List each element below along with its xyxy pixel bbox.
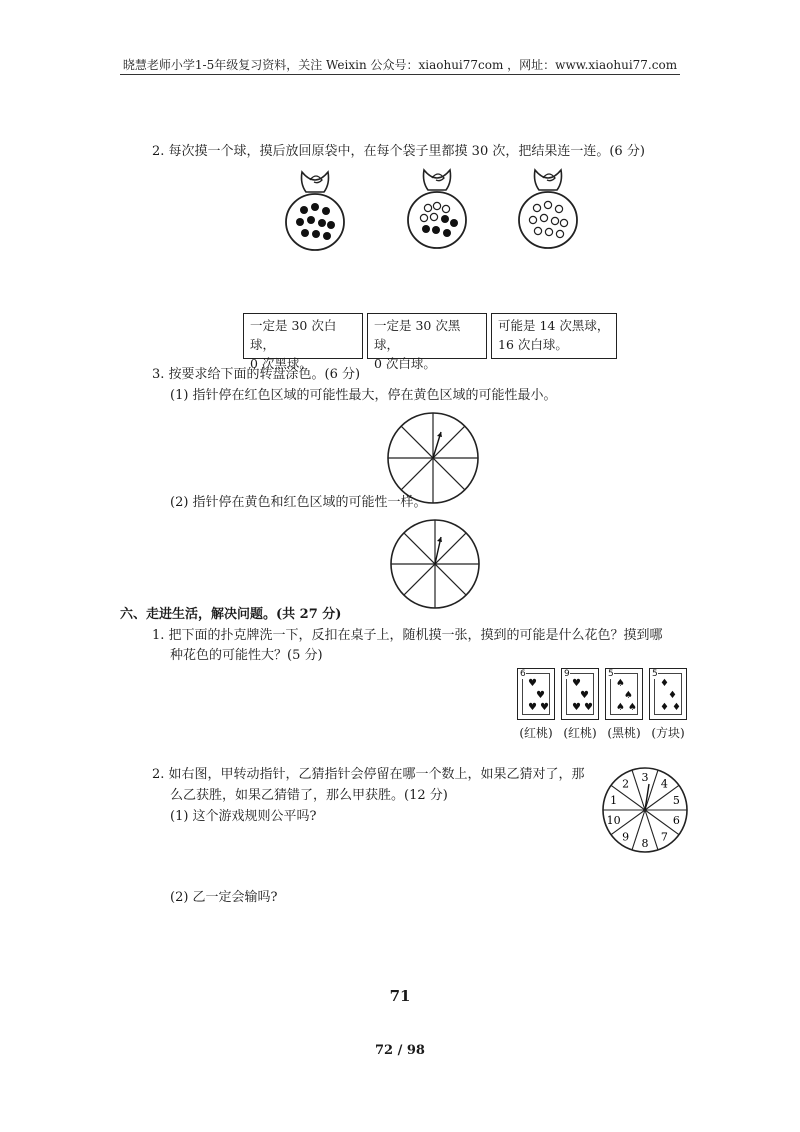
playing-card — [517, 668, 555, 720]
page-header: 晓慧老师小学1-5年级复习资料，关注 Weixin 公众号：xiaohui77com ，网址：www.xiaohui77.com — [122, 58, 678, 72]
option-box-white[interactable] — [243, 313, 363, 371]
card-suit-label: (黑桃) — [607, 726, 641, 740]
wheel-number: 8 — [641, 837, 649, 850]
card-suit-pip: ♦ — [660, 702, 669, 713]
bag-mixed — [402, 168, 472, 250]
question-2-text: 2. 每次摸一个球，摸后放回原袋中，在每个袋子里都摸 30 次，把结果连一连。(6 分) — [152, 144, 645, 159]
option-box-black[interactable] — [367, 313, 487, 371]
wheel-number: 10 — [606, 814, 621, 828]
card-suit-pip: ♥ — [528, 702, 537, 713]
wheel-number: 2 — [622, 777, 630, 791]
number-wheel[interactable] — [600, 765, 690, 855]
card-suit-pip: ♠ — [624, 690, 633, 701]
wheel-number: 9 — [622, 830, 630, 844]
card-rank: 9 — [564, 669, 570, 679]
section-6-q1-line-2: 种花色的可能性大？(5 分) — [170, 648, 323, 663]
card-suit-pip: ♠ — [616, 678, 625, 689]
spinner-2[interactable] — [388, 517, 482, 611]
playing-card — [649, 668, 687, 720]
card-rank: 6 — [520, 669, 526, 679]
section-6-q1-line-1: 1. 把下面的扑克牌洗一下，反扣在桌子上，随机摸一张，摸到的可能是什么花色？摸到哪 — [152, 628, 663, 643]
page-count: 72 / 98 — [375, 1043, 425, 1058]
card-suit-pip: ♦ — [660, 678, 669, 689]
section-6-q2-line-1: 2. 如右图，甲转动指针，乙猜指针会停留在哪一个数上，如果乙猜对了，那 — [152, 767, 585, 782]
header-divider — [120, 74, 680, 75]
playing-card — [605, 668, 643, 720]
wheel-pointer — [645, 784, 649, 810]
card-suit-pip: ♦ — [672, 702, 681, 713]
bag-all-black — [280, 170, 350, 252]
card-suit-pip: ♥ — [584, 702, 593, 713]
wheel-number: 3 — [641, 771, 649, 784]
card-suit-label: (红桃) — [519, 726, 553, 740]
card-suit-label: (方块) — [651, 726, 685, 740]
option-line: 可能是 14 次黑球， — [498, 318, 610, 333]
card-rank: 5 — [608, 669, 614, 679]
card-suit-pip: ♦ — [668, 690, 677, 701]
card-suit-pip: ♥ — [536, 690, 545, 701]
question-3-text: 3. 按要求给下面的转盘涂色。(6 分) — [152, 367, 361, 382]
bag-all-white — [513, 168, 583, 250]
wheel-number: 4 — [660, 777, 668, 791]
page-number: 71 — [389, 987, 411, 1005]
option-box-mixed[interactable] — [491, 313, 617, 359]
playing-card — [561, 668, 599, 720]
option-line: 一定是 30 次白球， — [250, 318, 337, 352]
wheel-number: 6 — [672, 814, 680, 828]
card-rank: 5 — [652, 669, 658, 679]
card-suit-pip: ♠ — [628, 702, 637, 713]
card-suit-pip: ♥ — [572, 678, 581, 689]
wheel-number: 5 — [672, 793, 680, 807]
card-suit-pip: ♥ — [572, 702, 581, 713]
card-suit-pip: ♥ — [580, 690, 589, 701]
card-suit-label: (红桃) — [563, 726, 597, 740]
section-6-q2-sub-1: (1) 这个游戏规则公平吗? — [170, 809, 317, 824]
card-suit-pip: ♠ — [616, 702, 625, 713]
card-suit-pip: ♥ — [528, 678, 537, 689]
wheel-number: 7 — [660, 830, 668, 844]
section-6-title: 六、走进生活，解决问题。(共 27 分) — [120, 607, 342, 622]
option-line: 一定是 30 次黑球， — [374, 318, 461, 352]
option-line: 16 次白球。 — [498, 337, 568, 352]
option-line: 0 次黑球。 — [250, 356, 312, 371]
option-line: 0 次白球。 — [374, 356, 436, 371]
section-6-q2-sub-2: (2) 乙一定会输吗? — [170, 890, 278, 905]
card-suit-pip: ♥ — [540, 702, 549, 713]
spinner-1[interactable] — [385, 410, 481, 506]
wheel-number: 1 — [610, 793, 618, 807]
question-3-sub-1: (1) 指针停在红色区域的可能性最大，停在黄色区域的可能性最小。 — [170, 388, 557, 403]
question-3-sub-2: (2) 指针停在黄色和红色区域的可能性一样。 — [170, 495, 427, 510]
section-6-q2-line-2: 么乙获胜，如果乙猜错了，那么甲获胜。(12 分) — [170, 788, 448, 803]
